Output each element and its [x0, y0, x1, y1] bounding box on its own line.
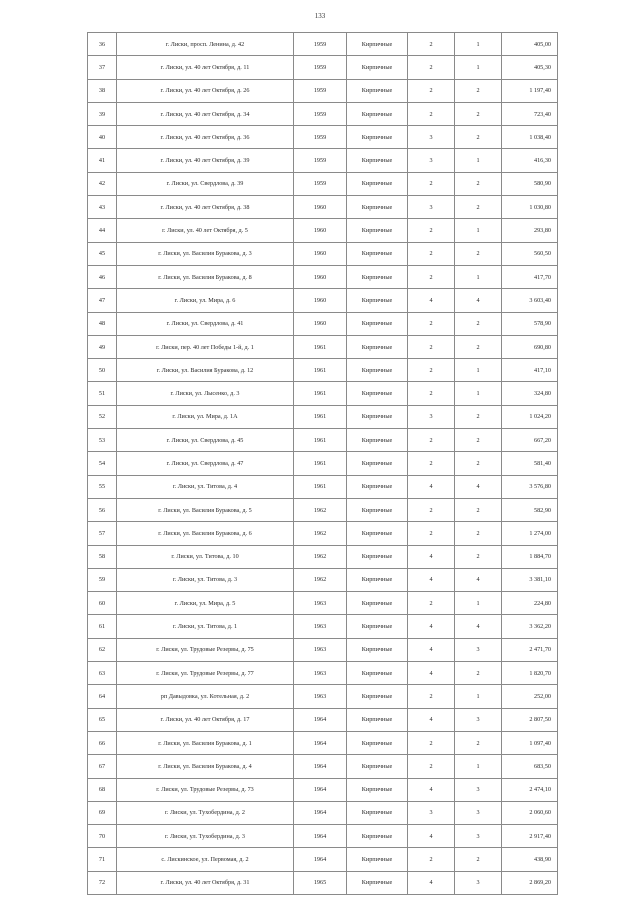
table-row	[88, 708, 558, 731]
area-cell: 438,90	[502, 848, 558, 871]
year-built-cell: 1960	[294, 242, 347, 265]
table-row	[88, 825, 558, 848]
table-body	[88, 33, 558, 895]
table-row	[88, 405, 558, 428]
row-number-cell: 47	[88, 289, 117, 312]
wall-material-cell: Кирпичные	[347, 219, 408, 242]
year-built-cell: 1959	[294, 33, 347, 56]
year-built-cell: 1963	[294, 615, 347, 638]
year-built-cell: 1961	[294, 405, 347, 428]
row-number-cell: 58	[88, 545, 117, 568]
entrances-cell: 3	[455, 638, 502, 661]
wall-material-cell: Кирпичные	[347, 382, 408, 405]
year-built-cell: 1962	[294, 545, 347, 568]
wall-material-cell: Кирпичные	[347, 429, 408, 452]
wall-material-cell: Кирпичные	[347, 405, 408, 428]
row-number-cell: 57	[88, 522, 117, 545]
entrances-cell: 2	[455, 126, 502, 149]
floors-cell: 2	[408, 498, 455, 521]
entrances-cell: 1	[455, 755, 502, 778]
row-number-cell: 37	[88, 56, 117, 79]
wall-material-cell: Кирпичные	[347, 79, 408, 102]
row-number-cell: 52	[88, 405, 117, 428]
year-built-cell: 1963	[294, 592, 347, 615]
address-cell: г. Лиски, ул. Лысенко, д. 3	[117, 382, 294, 405]
row-number-cell: 36	[88, 33, 117, 56]
row-number-cell: 66	[88, 731, 117, 754]
floors-cell: 3	[408, 149, 455, 172]
entrances-cell: 2	[455, 522, 502, 545]
row-number-cell: 65	[88, 708, 117, 731]
table-row	[88, 778, 558, 801]
row-number-cell: 42	[88, 172, 117, 195]
floors-cell: 4	[408, 289, 455, 312]
address-cell: г. Лиски, ул. Титова, д. 4	[117, 475, 294, 498]
table-row	[88, 801, 558, 824]
wall-material-cell: Кирпичные	[347, 475, 408, 498]
table-row	[88, 242, 558, 265]
area-cell: 224,80	[502, 592, 558, 615]
table-row	[88, 452, 558, 475]
area-cell: 417,10	[502, 359, 558, 382]
area-cell: 580,90	[502, 172, 558, 195]
year-built-cell: 1960	[294, 289, 347, 312]
floors-cell: 4	[408, 615, 455, 638]
wall-material-cell: Кирпичные	[347, 522, 408, 545]
address-cell: с. Лискинское, ул. Первомая, д. 2	[117, 848, 294, 871]
address-cell: г. Лиски, ул. 40 лет Октября, д. 36	[117, 126, 294, 149]
entrances-cell: 3	[455, 708, 502, 731]
floors-cell: 2	[408, 685, 455, 708]
floors-cell: 2	[408, 172, 455, 195]
row-number-cell: 70	[88, 825, 117, 848]
wall-material-cell: Кирпичные	[347, 568, 408, 591]
area-cell: 1 038,40	[502, 126, 558, 149]
address-cell: г. Лиски, ул. Василия Буракова, д. 5	[117, 498, 294, 521]
address-cell: г. Лиски, пер. 40 лет Победы 1-й, д. 1	[117, 335, 294, 358]
floors-cell: 2	[408, 731, 455, 754]
table-row	[88, 289, 558, 312]
floors-cell: 2	[408, 359, 455, 382]
address-cell: г. Лиски, ул. Мира, д. 1А	[117, 405, 294, 428]
table-row	[88, 592, 558, 615]
table-row	[88, 568, 558, 591]
entrances-cell: 2	[455, 452, 502, 475]
row-number-cell: 72	[88, 871, 117, 894]
area-cell: 690,80	[502, 335, 558, 358]
floors-cell: 2	[408, 755, 455, 778]
row-number-cell: 41	[88, 149, 117, 172]
address-cell: г. Лиски, просп. Ленина, д. 42	[117, 33, 294, 56]
table-row	[88, 429, 558, 452]
area-cell: 723,40	[502, 102, 558, 125]
floors-cell: 2	[408, 265, 455, 288]
entrances-cell: 1	[455, 685, 502, 708]
housing-registry-table	[87, 32, 558, 895]
entrances-cell: 1	[455, 149, 502, 172]
address-cell: г. Лиски, ул. Титова, д. 3	[117, 568, 294, 591]
table-row	[88, 359, 558, 382]
table-row	[88, 638, 558, 661]
address-cell: г. Лиски, ул. 40 лет Октября, д. 17	[117, 708, 294, 731]
wall-material-cell: Кирпичные	[347, 312, 408, 335]
address-cell: г. Лиски, ул. 40 лет Октября, д. 26	[117, 79, 294, 102]
table-row	[88, 545, 558, 568]
floors-cell: 4	[408, 825, 455, 848]
year-built-cell: 1959	[294, 126, 347, 149]
year-built-cell: 1959	[294, 79, 347, 102]
floors-cell: 4	[408, 708, 455, 731]
table-row	[88, 731, 558, 754]
wall-material-cell: Кирпичные	[347, 662, 408, 685]
table-row	[88, 475, 558, 498]
table-row	[88, 871, 558, 894]
year-built-cell: 1964	[294, 778, 347, 801]
area-cell: 252,00	[502, 685, 558, 708]
wall-material-cell: Кирпичные	[347, 685, 408, 708]
address-cell: г. Лиски, ул. Василия Буракова, д. 6	[117, 522, 294, 545]
entrances-cell: 1	[455, 219, 502, 242]
wall-material-cell: Кирпичные	[347, 242, 408, 265]
row-number-cell: 68	[88, 778, 117, 801]
area-cell: 1 024,20	[502, 405, 558, 428]
wall-material-cell: Кирпичные	[347, 289, 408, 312]
wall-material-cell: Кирпичные	[347, 825, 408, 848]
wall-material-cell: Кирпичные	[347, 196, 408, 219]
entrances-cell: 4	[455, 289, 502, 312]
floors-cell: 2	[408, 522, 455, 545]
table-row	[88, 79, 558, 102]
row-number-cell: 53	[88, 429, 117, 452]
area-cell: 405,00	[502, 33, 558, 56]
address-cell: г. Лиски, ул. Свердлова, д. 47	[117, 452, 294, 475]
area-cell: 2 474,10	[502, 778, 558, 801]
table-row	[88, 848, 558, 871]
area-cell: 683,50	[502, 755, 558, 778]
row-number-cell: 60	[88, 592, 117, 615]
wall-material-cell: Кирпичные	[347, 871, 408, 894]
address-cell: г. Лиски, ул. Трудовые Резервы, д. 73	[117, 778, 294, 801]
table-row	[88, 522, 558, 545]
year-built-cell: 1965	[294, 871, 347, 894]
address-cell: г. Лиски, ул. Трудовые Резервы, д. 75	[117, 638, 294, 661]
wall-material-cell: Кирпичные	[347, 359, 408, 382]
area-cell: 1 097,40	[502, 731, 558, 754]
year-built-cell: 1964	[294, 755, 347, 778]
table-row	[88, 196, 558, 219]
year-built-cell: 1962	[294, 522, 347, 545]
row-number-cell: 61	[88, 615, 117, 638]
year-built-cell: 1963	[294, 662, 347, 685]
floors-cell: 3	[408, 126, 455, 149]
area-cell: 667,20	[502, 429, 558, 452]
wall-material-cell: Кирпичные	[347, 592, 408, 615]
area-cell: 2 917,40	[502, 825, 558, 848]
entrances-cell: 2	[455, 848, 502, 871]
floors-cell: 3	[408, 196, 455, 219]
entrances-cell: 2	[455, 102, 502, 125]
row-number-cell: 45	[88, 242, 117, 265]
area-cell: 2 060,60	[502, 801, 558, 824]
entrances-cell: 2	[455, 662, 502, 685]
wall-material-cell: Кирпичные	[347, 335, 408, 358]
row-number-cell: 71	[88, 848, 117, 871]
wall-material-cell: Кирпичные	[347, 778, 408, 801]
area-cell: 582,90	[502, 498, 558, 521]
year-built-cell: 1959	[294, 56, 347, 79]
table-row	[88, 56, 558, 79]
area-cell: 3 576,80	[502, 475, 558, 498]
table-row	[88, 755, 558, 778]
year-built-cell: 1961	[294, 359, 347, 382]
table-row	[88, 219, 558, 242]
wall-material-cell: Кирпичные	[347, 172, 408, 195]
entrances-cell: 3	[455, 825, 502, 848]
entrances-cell: 1	[455, 592, 502, 615]
floors-cell: 3	[408, 405, 455, 428]
year-built-cell: 1962	[294, 568, 347, 591]
area-cell: 2 869,20	[502, 871, 558, 894]
floors-cell: 2	[408, 452, 455, 475]
entrances-cell: 2	[455, 242, 502, 265]
area-cell: 293,80	[502, 219, 558, 242]
table-row	[88, 172, 558, 195]
table-row	[88, 335, 558, 358]
area-cell: 324,80	[502, 382, 558, 405]
entrances-cell: 2	[455, 196, 502, 219]
area-cell: 1 884,70	[502, 545, 558, 568]
table-row	[88, 685, 558, 708]
entrances-cell: 1	[455, 56, 502, 79]
wall-material-cell: Кирпичные	[347, 755, 408, 778]
year-built-cell: 1961	[294, 335, 347, 358]
page-number: 133	[314, 12, 326, 20]
address-cell: г. Лиски, ул. Трудовые Резервы, д. 77	[117, 662, 294, 685]
address-cell: г. Лиски, ул. Титова, д. 10	[117, 545, 294, 568]
entrances-cell: 1	[455, 359, 502, 382]
wall-material-cell: Кирпичные	[347, 149, 408, 172]
address-cell: г. Лиски, ул. Титова, д. 1	[117, 615, 294, 638]
row-number-cell: 40	[88, 126, 117, 149]
address-cell: г. Лиски, ул. Василия Буракова, д. 8	[117, 265, 294, 288]
address-cell: г. Лиски, ул. Тухобердина, д. 2	[117, 801, 294, 824]
area-cell: 578,90	[502, 312, 558, 335]
floors-cell: 2	[408, 312, 455, 335]
area-cell: 3 381,10	[502, 568, 558, 591]
floors-cell: 2	[408, 56, 455, 79]
floors-cell: 3	[408, 801, 455, 824]
row-number-cell: 50	[88, 359, 117, 382]
area-cell: 3 603,40	[502, 289, 558, 312]
entrances-cell: 4	[455, 475, 502, 498]
row-number-cell: 38	[88, 79, 117, 102]
year-built-cell: 1964	[294, 731, 347, 754]
address-cell: г. Лиски, ул. Свердлова, д. 41	[117, 312, 294, 335]
year-built-cell: 1959	[294, 102, 347, 125]
row-number-cell: 49	[88, 335, 117, 358]
entrances-cell: 1	[455, 33, 502, 56]
entrances-cell: 1	[455, 382, 502, 405]
floors-cell: 4	[408, 778, 455, 801]
entrances-cell: 2	[455, 335, 502, 358]
entrances-cell: 2	[455, 172, 502, 195]
year-built-cell: 1959	[294, 172, 347, 195]
row-number-cell: 39	[88, 102, 117, 125]
area-cell: 1 197,40	[502, 79, 558, 102]
entrances-cell: 1	[455, 265, 502, 288]
address-cell: г. Лиски, ул. Василия Буракова, д. 4	[117, 755, 294, 778]
address-cell: г. Лиски, ул. 40 лет Октября, д. 31	[117, 871, 294, 894]
row-number-cell: 55	[88, 475, 117, 498]
wall-material-cell: Кирпичные	[347, 126, 408, 149]
entrances-cell: 3	[455, 871, 502, 894]
row-number-cell: 67	[88, 755, 117, 778]
entrances-cell: 4	[455, 615, 502, 638]
address-cell: г. Лиски, ул. 40 лет Октября, д. 34	[117, 102, 294, 125]
table-row	[88, 312, 558, 335]
year-built-cell: 1961	[294, 429, 347, 452]
area-cell: 405,30	[502, 56, 558, 79]
area-cell: 2 471,70	[502, 638, 558, 661]
entrances-cell: 4	[455, 568, 502, 591]
floors-cell: 2	[408, 848, 455, 871]
area-cell: 560,50	[502, 242, 558, 265]
table-row	[88, 265, 558, 288]
address-cell: г. Лиски, ул. Мира, д. 6	[117, 289, 294, 312]
address-cell: г. Лиски, ул. 40 лет Октября, д. 5	[117, 219, 294, 242]
row-number-cell: 54	[88, 452, 117, 475]
wall-material-cell: Кирпичные	[347, 731, 408, 754]
year-built-cell: 1961	[294, 475, 347, 498]
row-number-cell: 56	[88, 498, 117, 521]
row-number-cell: 69	[88, 801, 117, 824]
entrances-cell: 2	[455, 79, 502, 102]
year-built-cell: 1959	[294, 149, 347, 172]
address-cell: г. Лиски, ул. Василия Буракова, д. 3	[117, 242, 294, 265]
entrances-cell: 2	[455, 405, 502, 428]
row-number-cell: 63	[88, 662, 117, 685]
row-number-cell: 59	[88, 568, 117, 591]
floors-cell: 2	[408, 429, 455, 452]
wall-material-cell: Кирпичные	[347, 265, 408, 288]
wall-material-cell: Кирпичные	[347, 801, 408, 824]
wall-material-cell: Кирпичные	[347, 33, 408, 56]
address-cell: г. Лиски, ул. Василия Буракова, д. 12	[117, 359, 294, 382]
floors-cell: 2	[408, 33, 455, 56]
row-number-cell: 44	[88, 219, 117, 242]
floors-cell: 2	[408, 219, 455, 242]
year-built-cell: 1964	[294, 848, 347, 871]
table-row	[88, 382, 558, 405]
year-built-cell: 1964	[294, 801, 347, 824]
year-built-cell: 1963	[294, 685, 347, 708]
floors-cell: 2	[408, 79, 455, 102]
entrances-cell: 2	[455, 731, 502, 754]
floors-cell: 4	[408, 638, 455, 661]
entrances-cell: 2	[455, 429, 502, 452]
wall-material-cell: Кирпичные	[347, 545, 408, 568]
wall-material-cell: Кирпичные	[347, 848, 408, 871]
area-cell: 417,70	[502, 265, 558, 288]
address-cell: г. Лиски, ул. Василия Буракова, д. 1	[117, 731, 294, 754]
area-cell: 581,40	[502, 452, 558, 475]
wall-material-cell: Кирпичные	[347, 56, 408, 79]
table-row	[88, 498, 558, 521]
table-row	[88, 102, 558, 125]
address-cell: г. Лиски, ул. Мира, д. 5	[117, 592, 294, 615]
row-number-cell: 48	[88, 312, 117, 335]
wall-material-cell: Кирпичные	[347, 708, 408, 731]
year-built-cell: 1962	[294, 498, 347, 521]
wall-material-cell: Кирпичные	[347, 638, 408, 661]
address-cell: г. Лиски, ул. Свердлова, д. 39	[117, 172, 294, 195]
area-cell: 3 362,20	[502, 615, 558, 638]
address-cell: г. Лиски, ул. Свердлова, д. 45	[117, 429, 294, 452]
entrances-cell: 2	[455, 312, 502, 335]
row-number-cell: 62	[88, 638, 117, 661]
area-cell: 2 807,50	[502, 708, 558, 731]
table-row	[88, 615, 558, 638]
entrances-cell: 3	[455, 801, 502, 824]
table-row	[88, 149, 558, 172]
table-row	[88, 126, 558, 149]
address-cell: рп Давыдовка, ул. Котельная, д. 2	[117, 685, 294, 708]
floors-cell: 4	[408, 475, 455, 498]
entrances-cell: 2	[455, 545, 502, 568]
year-built-cell: 1960	[294, 265, 347, 288]
year-built-cell: 1960	[294, 196, 347, 219]
floors-cell: 4	[408, 545, 455, 568]
year-built-cell: 1960	[294, 219, 347, 242]
row-number-cell: 51	[88, 382, 117, 405]
row-number-cell: 46	[88, 265, 117, 288]
table-row	[88, 33, 558, 56]
row-number-cell: 43	[88, 196, 117, 219]
floors-cell: 2	[408, 242, 455, 265]
address-cell: г. Лиски, ул. 40 лет Октября, д. 39	[117, 149, 294, 172]
wall-material-cell: Кирпичные	[347, 452, 408, 475]
floors-cell: 2	[408, 102, 455, 125]
wall-material-cell: Кирпичные	[347, 615, 408, 638]
entrances-cell: 3	[455, 778, 502, 801]
wall-material-cell: Кирпичные	[347, 102, 408, 125]
area-cell: 1 030,80	[502, 196, 558, 219]
entrances-cell: 2	[455, 498, 502, 521]
address-cell: г. Лиски, ул. 40 лет Октября, д. 11	[117, 56, 294, 79]
floors-cell: 2	[408, 335, 455, 358]
area-cell: 416,30	[502, 149, 558, 172]
area-cell: 1 274,00	[502, 522, 558, 545]
year-built-cell: 1960	[294, 312, 347, 335]
year-built-cell: 1961	[294, 382, 347, 405]
row-number-cell: 64	[88, 685, 117, 708]
floors-cell: 4	[408, 662, 455, 685]
year-built-cell: 1964	[294, 708, 347, 731]
table-row	[88, 662, 558, 685]
year-built-cell: 1963	[294, 638, 347, 661]
address-cell: г. Лиски, ул. Тухобердина, д. 3	[117, 825, 294, 848]
floors-cell: 4	[408, 568, 455, 591]
year-built-cell: 1964	[294, 825, 347, 848]
year-built-cell: 1961	[294, 452, 347, 475]
floors-cell: 2	[408, 592, 455, 615]
floors-cell: 2	[408, 382, 455, 405]
address-cell: г. Лиски, ул. 40 лет Октября, д. 38	[117, 196, 294, 219]
area-cell: 1 820,70	[502, 662, 558, 685]
floors-cell: 4	[408, 871, 455, 894]
wall-material-cell: Кирпичные	[347, 498, 408, 521]
